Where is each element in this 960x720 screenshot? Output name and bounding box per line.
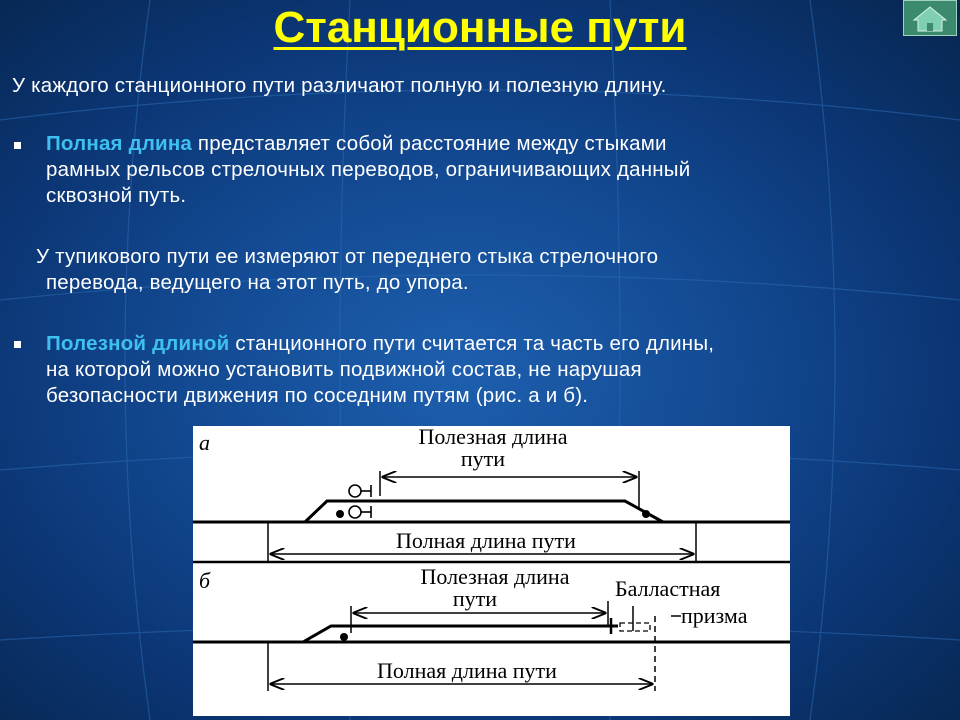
a-fouling-point-left (336, 510, 344, 518)
bullet-full-length-line2: рамных рельсов стрелочных переводов, ограничивающих данный (46, 158, 691, 181)
bullet-useful-length-line2: на которой можно установить подвижной состав, не нарушая (46, 358, 642, 381)
track-diagram (193, 426, 790, 716)
a-signal-bottom-icon (349, 506, 361, 518)
dead-end-line1: У тупикового пути ее измеряют от переднего стыка стрелочного (36, 245, 659, 268)
a-useful-label-line2: пути (460, 446, 506, 471)
bullet-marker (14, 142, 21, 149)
bullet-useful-length (46, 331, 714, 409)
home-button[interactable] (903, 0, 957, 36)
b-useful-label-line1: Полезная длина (420, 564, 570, 589)
b-ballast-label-line1: Балластная (615, 576, 721, 601)
dead-end-line2: перевода, ведущего на этот путь, до упора. (46, 271, 469, 294)
a-full-label: Полная длина пути (396, 528, 576, 553)
term-useful-length: Полезной длиной (46, 332, 230, 355)
intro-text: У каждого станционного пути различают полную и полезную длину. (12, 74, 667, 97)
bullet-marker (14, 341, 21, 348)
home-icon (904, 1, 956, 35)
b-ballast-label-line2: призма (681, 603, 748, 628)
dead-end-paragraph (36, 244, 658, 296)
a-signal-top-icon (349, 485, 361, 497)
label-b: б (199, 568, 211, 593)
bullet-full-length-line3: сквозной путь. (46, 184, 187, 207)
a-useful-label-line1: Полезная длина (418, 426, 568, 449)
bullet-full-length (46, 131, 690, 209)
bullet-full-length-line1-text: представляет собой расстояние между стыками (192, 132, 667, 155)
a-siding-track (305, 501, 663, 522)
bullet-useful-length-line1 (46, 331, 714, 357)
b-useful-label-line2: пути (452, 586, 498, 611)
label-a: а (199, 430, 210, 455)
term-full-length: Полная длина (46, 132, 193, 155)
b-ballast-prism (620, 623, 650, 631)
track-length-figure (193, 426, 790, 716)
bullet-useful-length-line1-text: станционного пути считается та часть его длины, (229, 332, 715, 355)
slide-title: Станционные пути (273, 3, 687, 52)
b-full-label: Полная длина пути (377, 658, 557, 683)
bullet-useful-length-line3: безопасности движения по соседним путям (рис. а и б). (46, 384, 589, 407)
b-fouling-point (340, 633, 348, 641)
bullet-full-length-line1 (46, 131, 690, 157)
